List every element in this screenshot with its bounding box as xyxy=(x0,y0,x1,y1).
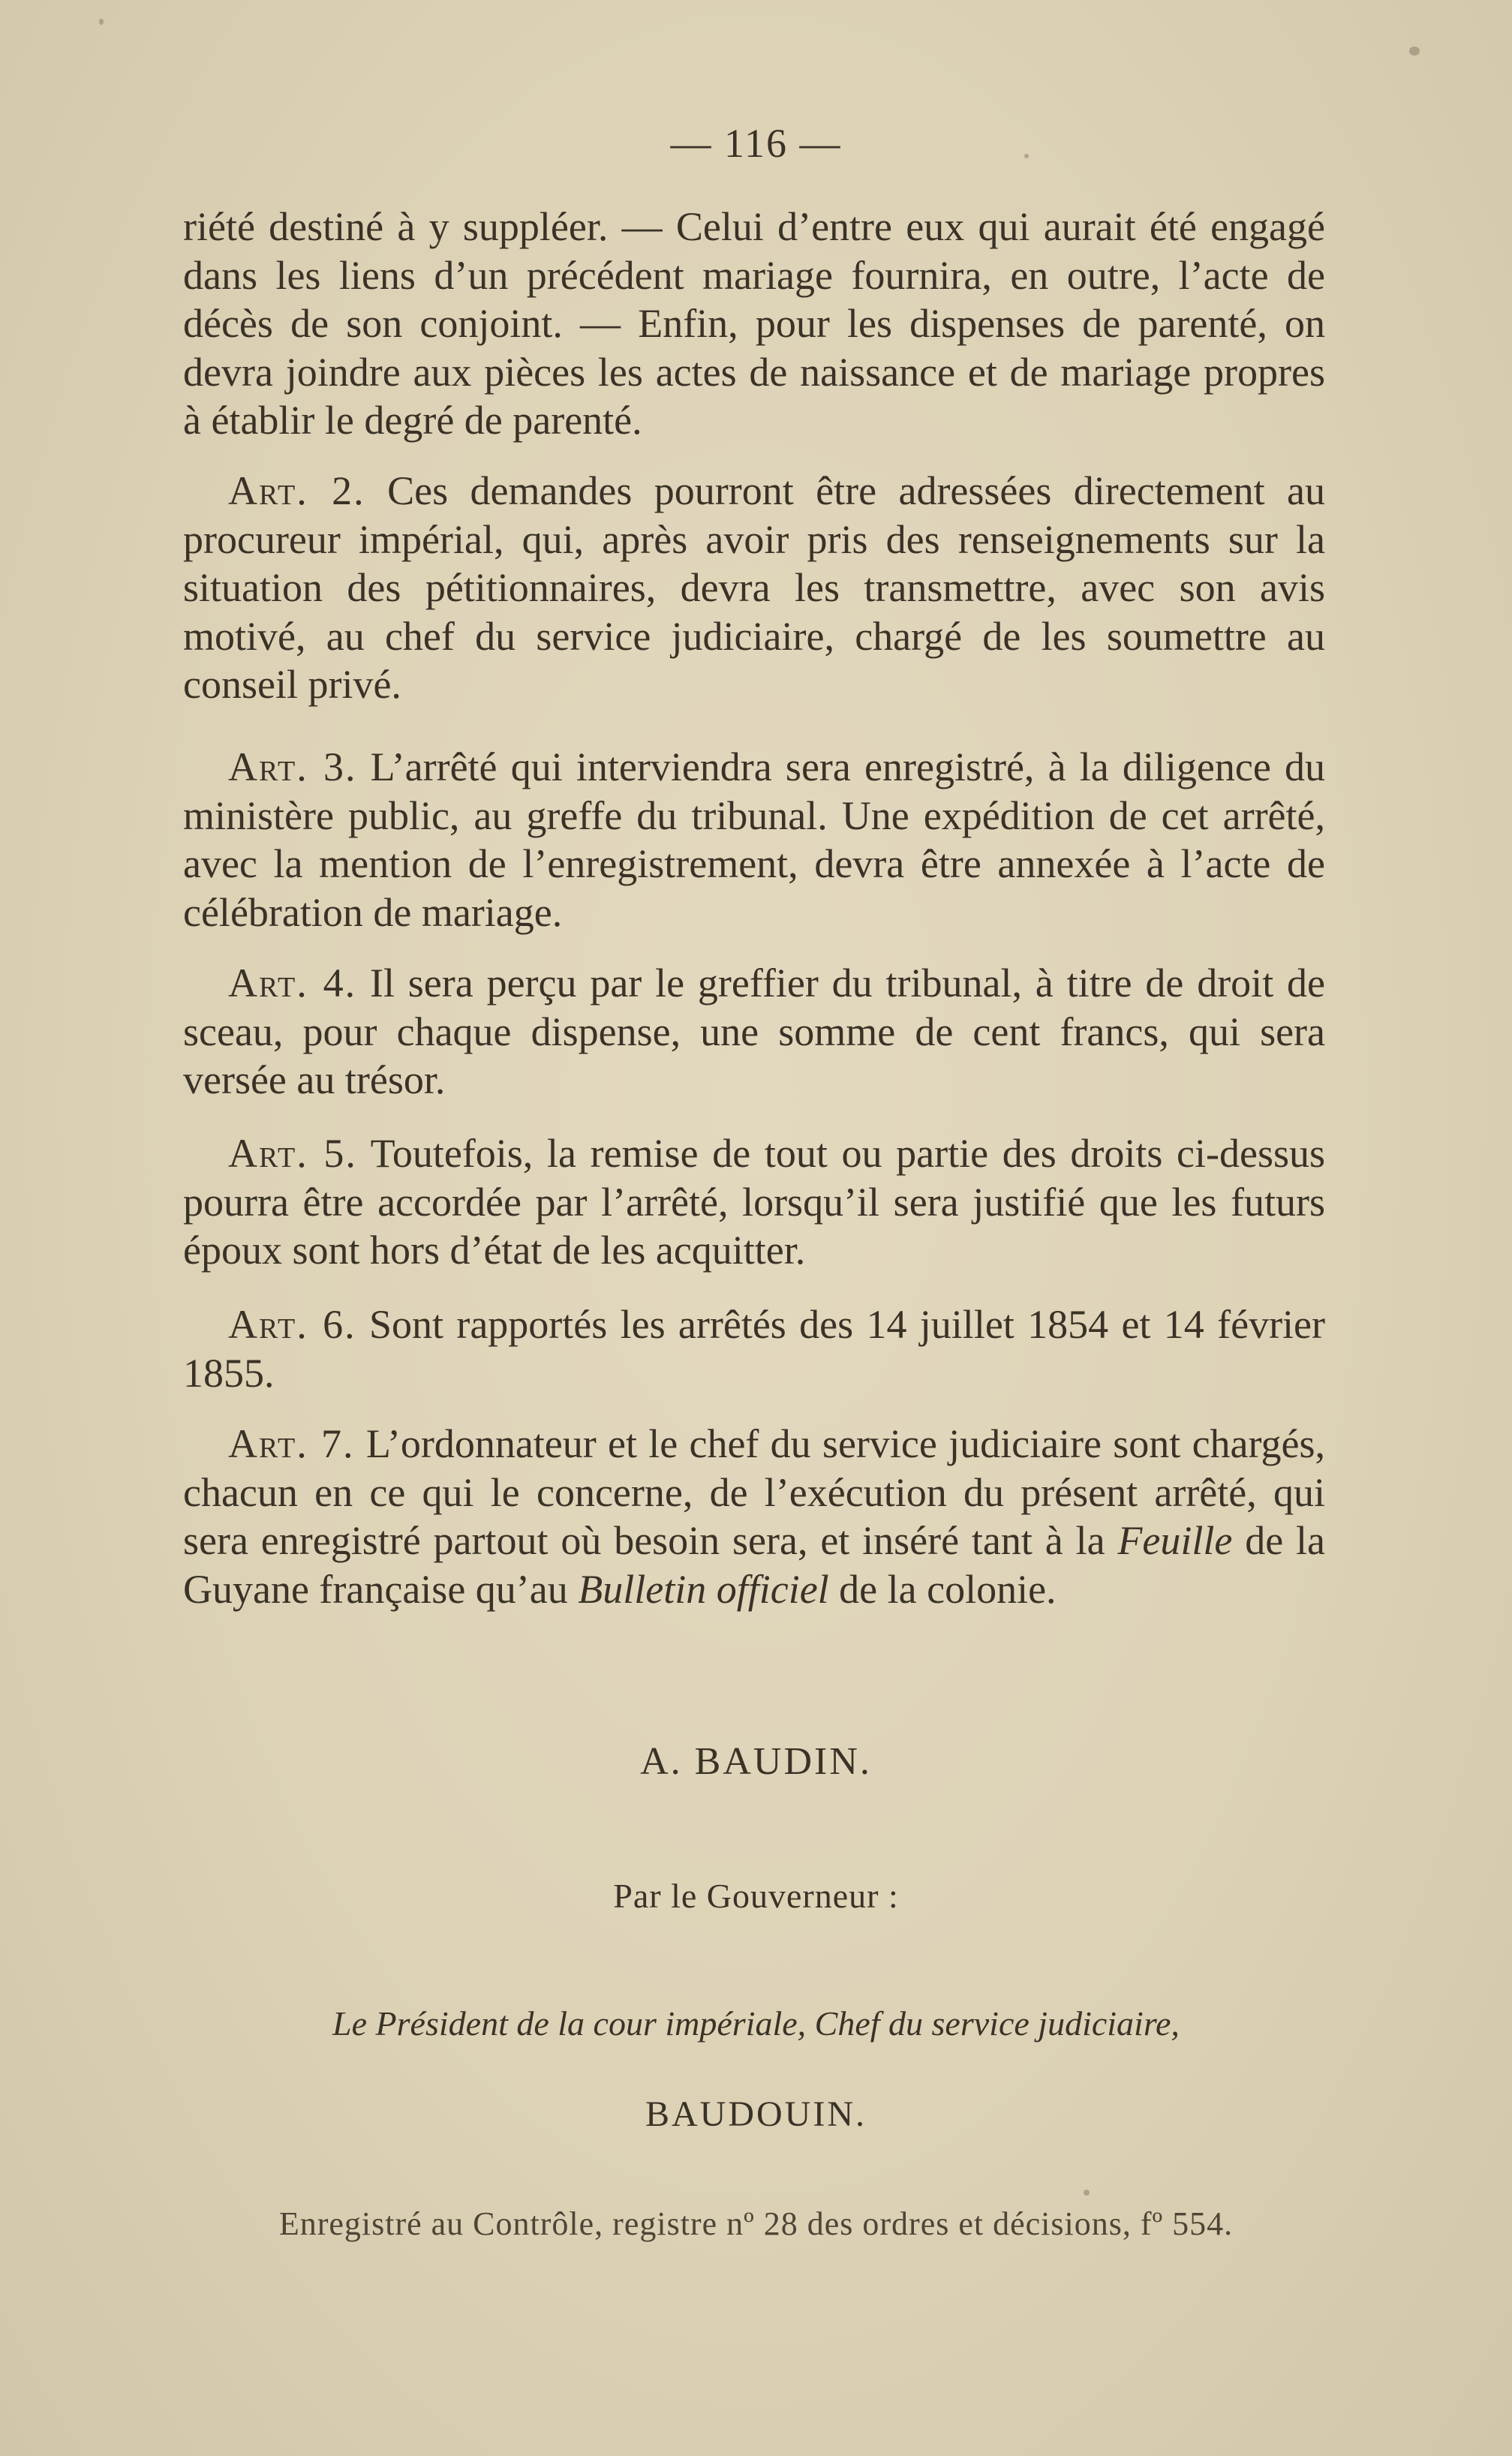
article-text: Toutefois, la remise de tout ou partie des droits ci-dessus pourra être accordée par l’arrêté, lorsqu’il sera justifié que les futurs époux sont hors d’état de les acquitter. xyxy=(183,1131,1325,1273)
article-label: Art. 2. xyxy=(228,468,365,513)
signature-title: Le Président de la cour impériale, Chef du service judiciaire, xyxy=(332,2004,1180,2043)
governor-signature: A. BAUDIN. xyxy=(640,1740,872,1783)
article-label: Art. 6. xyxy=(228,1302,356,1347)
paper-speck xyxy=(1024,154,1029,158)
feuille-title: Feuille xyxy=(1117,1518,1233,1563)
article-text: Il sera perçu par le greffier du tribunal, à titre de droit de sceau, pour chaque dispense, une somme de cent francs, qui sera versée au trésor. xyxy=(183,960,1325,1102)
article-6 xyxy=(183,1300,1325,1397)
bulletin-title: Bulletin officiel xyxy=(578,1566,829,1612)
paragraph-continuation xyxy=(183,203,1325,445)
paper-speck xyxy=(1409,47,1420,56)
article-text-before: L’ordonnateur et le chef du service judiciaire sont chargés, chacun en ce qui le concerne, de l’exécution du présent arrêté, qui sera enregistré partout où besoin sera, et inséré tant à la xyxy=(183,1421,1325,1563)
article-2 xyxy=(183,467,1325,709)
article-text-after: de la colonie. xyxy=(839,1566,1057,1612)
paper-speck xyxy=(1084,2190,1090,2196)
president-signature: BAUDOUIN. xyxy=(645,2094,867,2134)
article-label: Art. 7. xyxy=(228,1421,355,1466)
article-label: Art. 4. xyxy=(228,960,357,1006)
article-5 xyxy=(183,1129,1325,1275)
article-label: Art. 3. xyxy=(228,744,357,789)
article-text-middle: de la Guyane française qu’au xyxy=(183,1518,1326,1612)
article-text: Ces demandes pourront être adressées directement au procureur impérial, qui, après avoir pris des renseignements sur la situation des pétitionnaires, devra les transmettre, avec son avis motivé, au chef du service judiciaire, chargé de les soumettre au conseil privé. xyxy=(183,468,1325,707)
page-number: — 116 — xyxy=(670,121,842,166)
article-7 xyxy=(183,1420,1325,1613)
paper-speck xyxy=(99,19,104,25)
registration-note: Enregistré au Contrôle, registre nº 28 des ordres et décisions, fº 554. xyxy=(278,2205,1234,2242)
article-text: Sont rapportés les arrêtés des 14 juillet 1854 et 14 février 1855. xyxy=(183,1302,1325,1396)
article-3 xyxy=(183,743,1325,936)
signature-by-line: Par le Gouverneur : xyxy=(613,1877,899,1915)
article-4 xyxy=(183,959,1325,1105)
paragraph-text: riété destiné à y suppléer. — Celui d’entre eux qui aurait été engagé dans les liens d’un précédent mariage fournira, en outre, l’acte de décès de son conjoint. — Enfin, pour les dispenses de parenté, on devra joindre aux pièces les actes de naissance et de mariage propres à établir le degré de parenté. xyxy=(183,204,1325,443)
article-text: L’arrêté qui interviendra sera enregistré, à la diligence du ministère public, au greffe du tribunal. Une expédition de cet arrêté, avec la mention de l’enregistrement, devra être annexée à l’acte de célébration de mariage. xyxy=(183,744,1325,935)
article-label: Art. 5. xyxy=(228,1131,357,1176)
